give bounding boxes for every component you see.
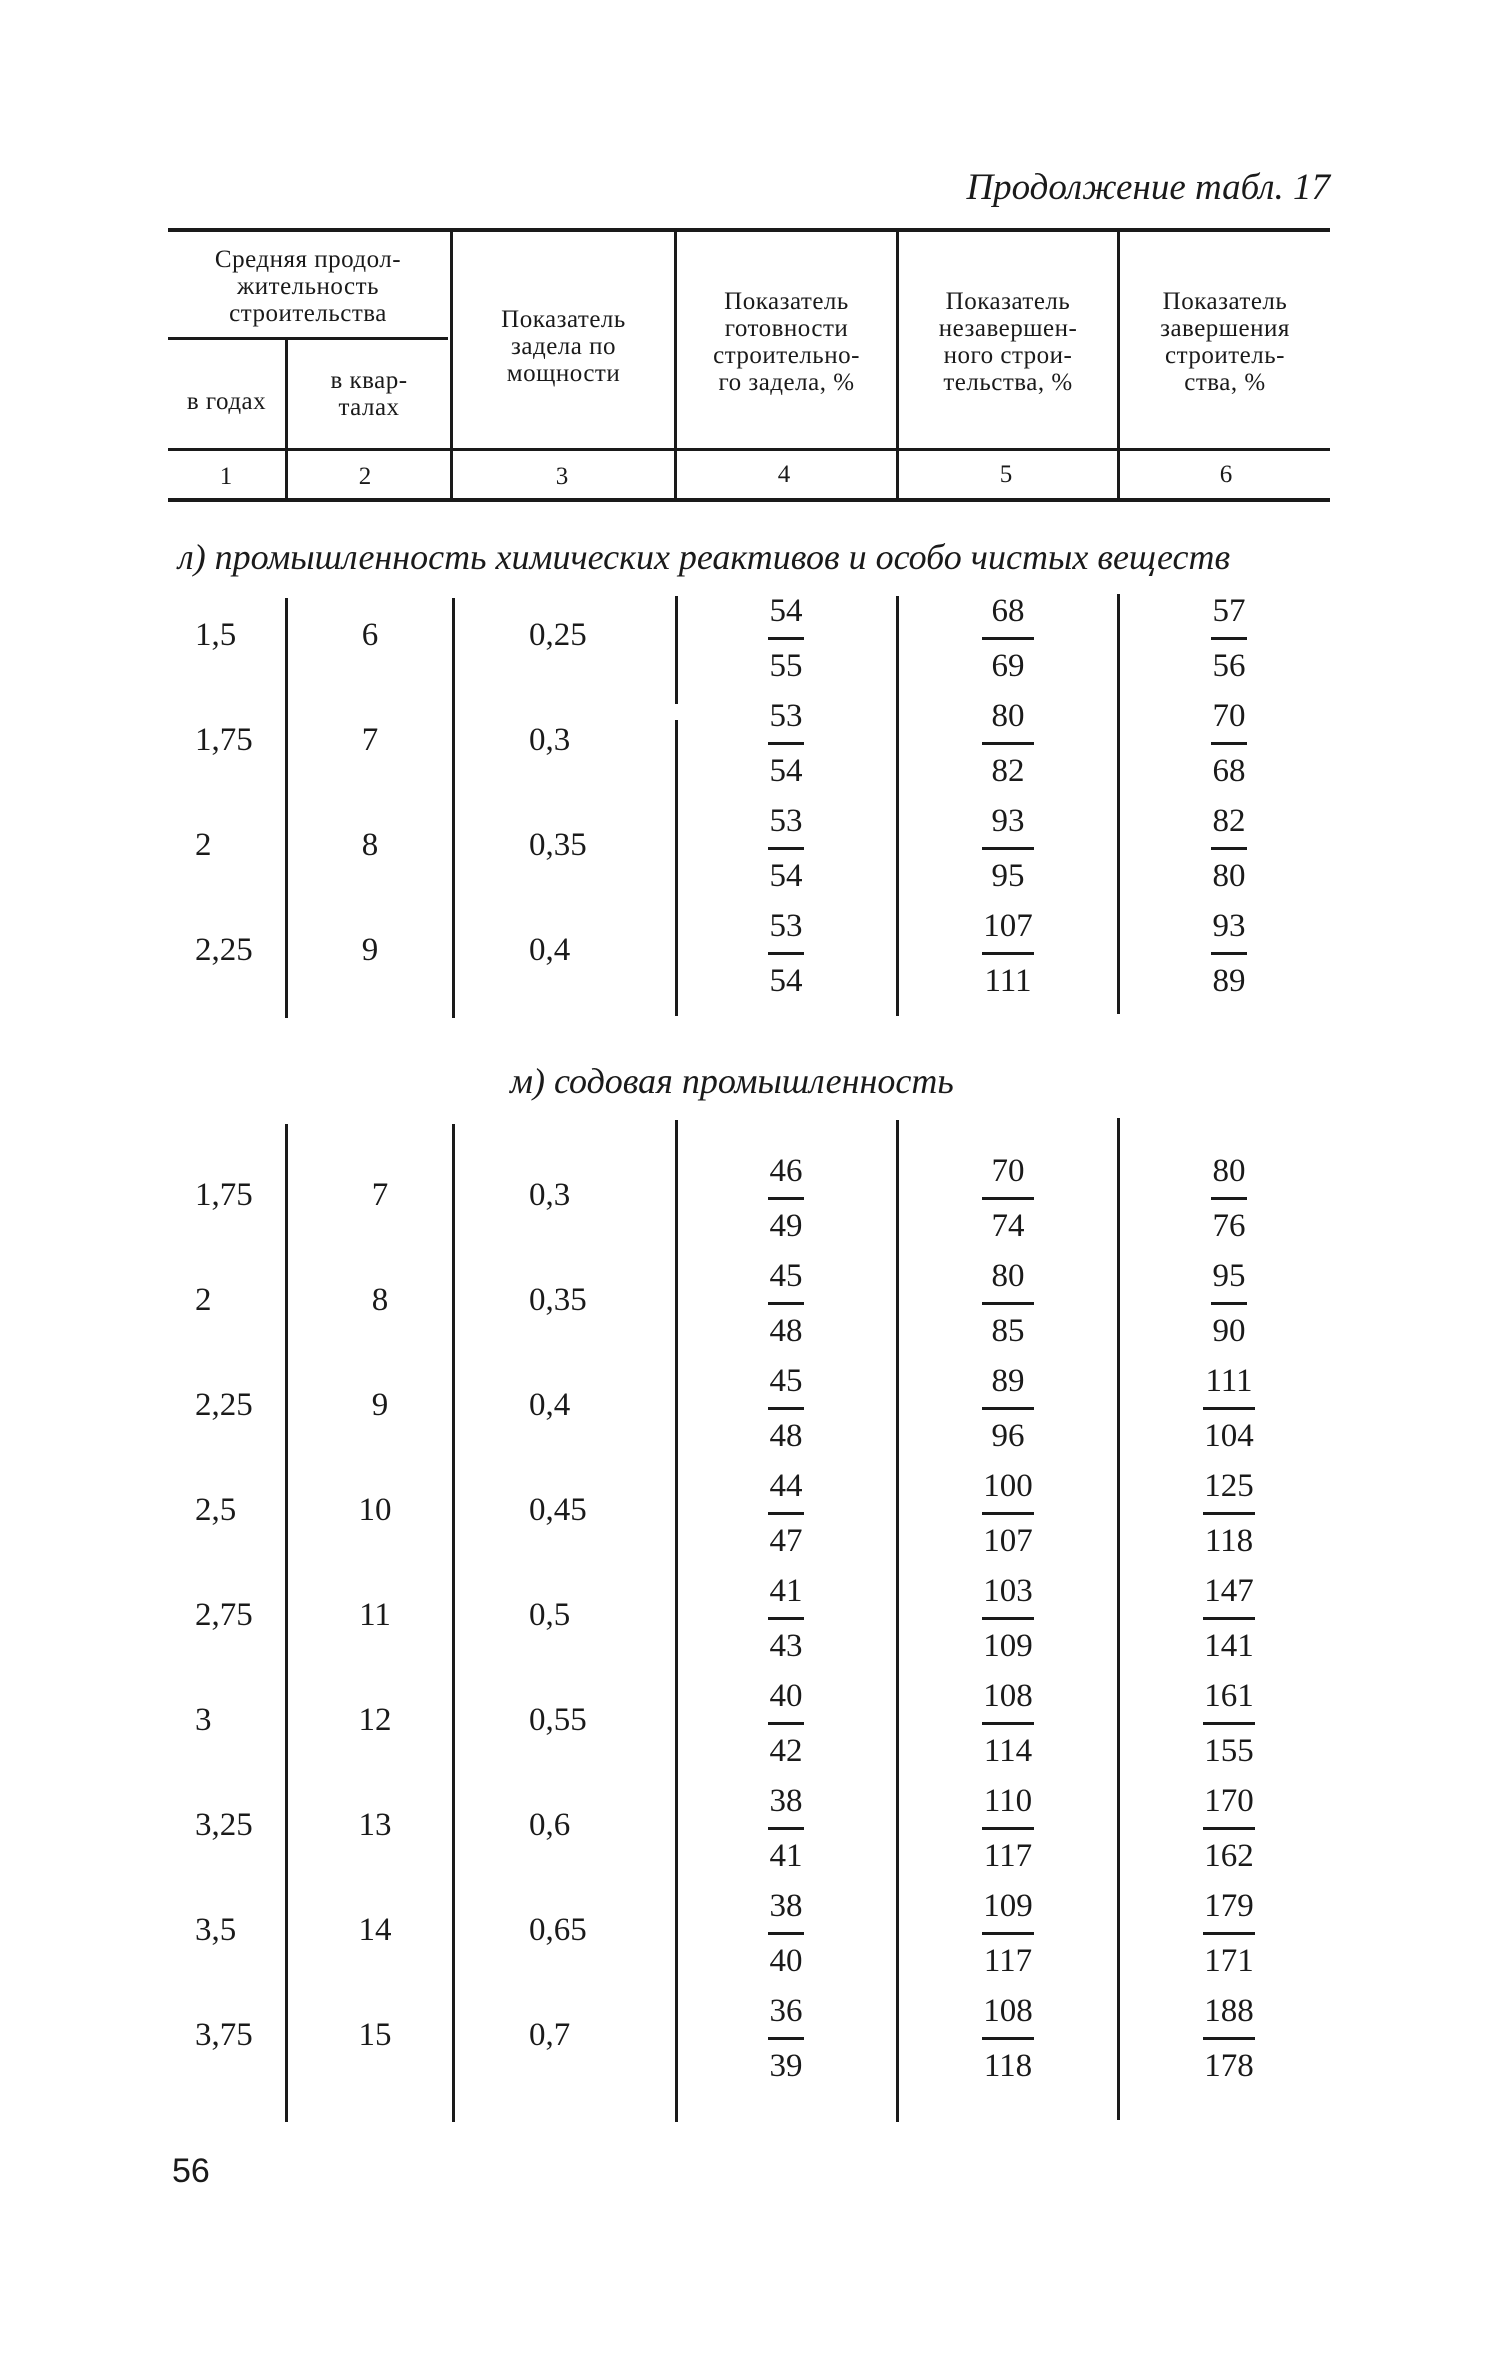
duration-group-rule bbox=[168, 337, 448, 340]
fraction-bar bbox=[1211, 952, 1247, 955]
capacity-backlog-cell: 0,4 bbox=[529, 1387, 571, 1423]
capacity-backlog-cell: 0,55 bbox=[529, 1702, 587, 1738]
fraction-bar bbox=[768, 1932, 804, 1935]
fraction-numerator: 125 bbox=[1204, 1468, 1254, 1504]
unfinished-construction-fraction bbox=[953, 692, 1063, 795]
fraction-denominator: 111 bbox=[984, 963, 1032, 999]
completion-fraction bbox=[1174, 1357, 1284, 1460]
fraction-denominator: 39 bbox=[769, 2048, 803, 2084]
fraction-numerator: 53 bbox=[769, 698, 803, 734]
unfinished-construction-fraction bbox=[953, 797, 1063, 900]
duration-quarters-cell: 14 bbox=[358, 1912, 392, 1948]
duration-quarters-cell: 10 bbox=[358, 1492, 392, 1528]
fraction-denominator: 54 bbox=[769, 753, 803, 789]
fraction-numerator: 109 bbox=[983, 1888, 1033, 1924]
fraction-numerator: 57 bbox=[1212, 593, 1246, 629]
body-divider-col3-s2 bbox=[675, 1120, 678, 2122]
fraction-bar bbox=[768, 1512, 804, 1515]
fraction-numerator: 36 bbox=[769, 1993, 803, 2029]
column-number-3: 3 bbox=[555, 463, 569, 490]
capacity-backlog-cell: 0,7 bbox=[529, 2017, 571, 2053]
capacity-backlog-cell: 0,3 bbox=[529, 722, 571, 758]
fraction-numerator: 38 bbox=[769, 1783, 803, 1819]
fraction-bar bbox=[982, 1722, 1034, 1725]
body-divider-col3-s1 bbox=[675, 596, 678, 704]
readiness-fraction bbox=[731, 1777, 841, 1880]
fraction-bar bbox=[1203, 1722, 1255, 1725]
column-number-4: 4 bbox=[777, 461, 791, 488]
fraction-bar bbox=[768, 1827, 804, 1830]
completion-fraction bbox=[1174, 902, 1284, 1005]
fraction-denominator: 68 bbox=[1212, 753, 1246, 789]
fraction-bar bbox=[982, 1617, 1034, 1620]
fraction-bar bbox=[982, 2037, 1034, 2040]
fraction-denominator: 118 bbox=[983, 2048, 1033, 2084]
unfinished-construction-fraction bbox=[953, 1882, 1063, 1985]
fraction-numerator: 179 bbox=[1204, 1888, 1254, 1924]
capacity-backlog-cell: 0,3 bbox=[529, 1177, 571, 1213]
fraction-bar bbox=[1211, 847, 1247, 850]
capacity-backlog-cell: 0,5 bbox=[529, 1597, 571, 1633]
fraction-denominator: 118 bbox=[1204, 1523, 1254, 1559]
fraction-denominator: 47 bbox=[769, 1523, 803, 1559]
completion-fraction bbox=[1174, 1147, 1284, 1250]
fraction-denominator: 90 bbox=[1212, 1313, 1246, 1349]
header-col4: Показатель готовности строительно- го задела, % bbox=[713, 288, 860, 396]
fraction-denominator: 80 bbox=[1212, 858, 1246, 894]
fraction-numerator: 70 bbox=[1212, 698, 1246, 734]
fraction-bar bbox=[1203, 1512, 1255, 1515]
fraction-bar bbox=[1203, 1932, 1255, 1935]
fraction-denominator: 41 bbox=[769, 1838, 803, 1874]
unfinished-construction-fraction bbox=[953, 1777, 1063, 1880]
readiness-fraction bbox=[731, 1987, 841, 2090]
readiness-fraction bbox=[731, 797, 841, 900]
fraction-numerator: 80 bbox=[991, 698, 1025, 734]
capacity-backlog-cell: 0,45 bbox=[529, 1492, 587, 1528]
fraction-bar bbox=[768, 1302, 804, 1305]
unfinished-construction-fraction bbox=[953, 902, 1063, 1005]
fraction-denominator: 54 bbox=[769, 963, 803, 999]
completion-fraction bbox=[1174, 1882, 1284, 1985]
body-divider-col5-s2 bbox=[1117, 1118, 1120, 2120]
fraction-bar bbox=[982, 1407, 1034, 1410]
fraction-denominator: 48 bbox=[769, 1418, 803, 1454]
duration-quarters-cell: 13 bbox=[358, 1807, 392, 1843]
fraction-denominator: 162 bbox=[1204, 1838, 1254, 1874]
fraction-numerator: 103 bbox=[983, 1573, 1033, 1609]
fraction-denominator: 55 bbox=[769, 648, 803, 684]
fraction-numerator: 80 bbox=[991, 1258, 1025, 1294]
readiness-fraction bbox=[731, 1882, 841, 1985]
duration-years-cell: 1,75 bbox=[195, 1177, 253, 1213]
duration-years-cell: 1,75 bbox=[195, 722, 253, 758]
readiness-fraction bbox=[731, 1567, 841, 1670]
fraction-denominator: 141 bbox=[1204, 1628, 1254, 1664]
header-bottom-rule bbox=[168, 448, 1330, 451]
fraction-denominator: 76 bbox=[1212, 1208, 1246, 1244]
readiness-fraction bbox=[731, 1672, 841, 1775]
fraction-bar bbox=[1211, 1197, 1247, 1200]
fraction-numerator: 40 bbox=[769, 1678, 803, 1714]
body-divider-years-s1 bbox=[285, 598, 288, 1018]
fraction-numerator: 89 bbox=[991, 1363, 1025, 1399]
fraction-numerator: 82 bbox=[1212, 803, 1246, 839]
fraction-bar bbox=[1203, 1827, 1255, 1830]
duration-quarters-cell: 12 bbox=[358, 1702, 392, 1738]
fraction-numerator: 93 bbox=[991, 803, 1025, 839]
duration-quarters-cell: 7 bbox=[361, 722, 379, 758]
readiness-fraction bbox=[731, 1147, 841, 1250]
fraction-denominator: 42 bbox=[769, 1733, 803, 1769]
unfinished-construction-fraction bbox=[953, 1462, 1063, 1565]
header-col5: Показатель незавершен- ного строи- тельства, % bbox=[938, 288, 1078, 396]
column-number-5: 5 bbox=[999, 461, 1013, 488]
readiness-fraction bbox=[731, 692, 841, 795]
fraction-bar bbox=[768, 742, 804, 745]
fraction-numerator: 100 bbox=[983, 1468, 1033, 1504]
fraction-denominator: 40 bbox=[769, 1943, 803, 1979]
fraction-bar bbox=[982, 1302, 1034, 1305]
completion-fraction bbox=[1174, 797, 1284, 900]
completion-fraction bbox=[1174, 587, 1284, 690]
header-quarters: в квар- талах bbox=[330, 367, 408, 421]
fraction-numerator: 110 bbox=[983, 1783, 1033, 1819]
fraction-denominator: 109 bbox=[983, 1628, 1033, 1664]
header-years: в годах bbox=[186, 388, 267, 415]
fraction-numerator: 147 bbox=[1204, 1573, 1254, 1609]
fraction-bar bbox=[1203, 2037, 1255, 2040]
fraction-bar bbox=[768, 1722, 804, 1725]
fraction-denominator: 56 bbox=[1212, 648, 1246, 684]
fraction-numerator: 53 bbox=[769, 803, 803, 839]
duration-years-cell: 2,25 bbox=[195, 932, 253, 968]
header-col6: Показатель завершения строитель- ства, % bbox=[1160, 288, 1290, 396]
fraction-bar bbox=[768, 1407, 804, 1410]
completion-fraction bbox=[1174, 1252, 1284, 1355]
unfinished-construction-fraction bbox=[953, 587, 1063, 690]
fraction-denominator: 104 bbox=[1204, 1418, 1254, 1454]
duration-quarters-cell: 15 bbox=[358, 2017, 392, 2053]
completion-fraction bbox=[1174, 1567, 1284, 1670]
fraction-numerator: 45 bbox=[769, 1258, 803, 1294]
duration-quarters-cell: 11 bbox=[359, 1597, 391, 1633]
capacity-backlog-cell: 0,4 bbox=[529, 932, 571, 968]
fraction-bar bbox=[768, 637, 804, 640]
fraction-denominator: 178 bbox=[1204, 2048, 1254, 2084]
fraction-numerator: 45 bbox=[769, 1363, 803, 1399]
fraction-bar bbox=[982, 1197, 1034, 1200]
fraction-bar bbox=[982, 952, 1034, 955]
column-number-1: 1 bbox=[219, 463, 233, 490]
page-number: 56 bbox=[172, 2152, 210, 2190]
capacity-backlog-cell: 0,6 bbox=[529, 1807, 571, 1843]
fraction-denominator: 74 bbox=[991, 1208, 1025, 1244]
completion-fraction bbox=[1174, 692, 1284, 795]
fraction-bar bbox=[1211, 742, 1247, 745]
fraction-numerator: 111 bbox=[1205, 1363, 1253, 1399]
body-divider-years-s2 bbox=[285, 1124, 288, 2122]
duration-quarters-cell: 7 bbox=[371, 1177, 389, 1213]
duration-years-cell: 2,5 bbox=[195, 1492, 237, 1528]
fraction-denominator: 49 bbox=[769, 1208, 803, 1244]
duration-quarters-cell: 8 bbox=[361, 827, 379, 863]
duration-years-cell: 2,75 bbox=[195, 1597, 253, 1633]
fraction-numerator: 53 bbox=[769, 908, 803, 944]
fraction-denominator: 155 bbox=[1204, 1733, 1254, 1769]
capacity-backlog-cell: 0,65 bbox=[529, 1912, 587, 1948]
fraction-denominator: 107 bbox=[983, 1523, 1033, 1559]
body-divider-quarters-s1 bbox=[452, 598, 455, 1018]
fraction-denominator: 69 bbox=[991, 648, 1025, 684]
body-divider-col5-s1 bbox=[1117, 594, 1120, 1014]
column-number-2: 2 bbox=[358, 463, 372, 490]
unfinished-construction-fraction bbox=[953, 1987, 1063, 2090]
duration-quarters-cell: 9 bbox=[371, 1387, 389, 1423]
fraction-numerator: 44 bbox=[769, 1468, 803, 1504]
fraction-numerator: 107 bbox=[983, 908, 1033, 944]
duration-years-cell: 3,5 bbox=[195, 1912, 237, 1948]
duration-years-cell: 3 bbox=[195, 1702, 212, 1738]
fraction-numerator: 108 bbox=[983, 1993, 1033, 2029]
fraction-denominator: 89 bbox=[1212, 963, 1246, 999]
header-duration-group: Средняя продол- жительность строительства bbox=[214, 246, 402, 327]
fraction-denominator: 114 bbox=[983, 1733, 1033, 1769]
completion-fraction bbox=[1174, 1987, 1284, 2090]
duration-quarters-cell: 6 bbox=[361, 617, 379, 653]
fraction-bar bbox=[768, 2037, 804, 2040]
readiness-fraction bbox=[731, 902, 841, 1005]
header-top-rule bbox=[168, 228, 1330, 232]
fraction-bar bbox=[1203, 1407, 1255, 1410]
fraction-numerator: 108 bbox=[983, 1678, 1033, 1714]
fraction-numerator: 38 bbox=[769, 1888, 803, 1924]
unfinished-construction-fraction bbox=[953, 1357, 1063, 1460]
fraction-bar bbox=[768, 1197, 804, 1200]
fraction-bar bbox=[982, 637, 1034, 640]
completion-fraction bbox=[1174, 1462, 1284, 1565]
readiness-fraction bbox=[731, 587, 841, 690]
duration-quarters-cell: 9 bbox=[361, 932, 379, 968]
unfinished-construction-fraction bbox=[953, 1252, 1063, 1355]
fraction-numerator: 161 bbox=[1204, 1678, 1254, 1714]
fraction-numerator: 70 bbox=[991, 1153, 1025, 1189]
duration-years-cell: 1,5 bbox=[195, 617, 237, 653]
completion-fraction bbox=[1174, 1672, 1284, 1775]
body-divider-col4-s1 bbox=[896, 596, 899, 1016]
duration-years-cell: 3,25 bbox=[195, 1807, 253, 1843]
fraction-numerator: 46 bbox=[769, 1153, 803, 1189]
unfinished-construction-fraction bbox=[953, 1672, 1063, 1775]
column-number-6: 6 bbox=[1219, 461, 1233, 488]
fraction-denominator: 82 bbox=[991, 753, 1025, 789]
fraction-bar bbox=[768, 952, 804, 955]
fraction-denominator: 117 bbox=[983, 1943, 1033, 1979]
fraction-denominator: 48 bbox=[769, 1313, 803, 1349]
fraction-bar bbox=[982, 742, 1034, 745]
body-divider-col3b-s1 bbox=[675, 720, 678, 1016]
duration-years-cell: 2 bbox=[195, 1282, 212, 1318]
fraction-numerator: 93 bbox=[1212, 908, 1246, 944]
fraction-numerator: 170 bbox=[1204, 1783, 1254, 1819]
fraction-denominator: 85 bbox=[991, 1313, 1025, 1349]
fraction-numerator: 54 bbox=[769, 593, 803, 629]
fraction-denominator: 95 bbox=[991, 858, 1025, 894]
fraction-denominator: 54 bbox=[769, 858, 803, 894]
duration-quarters-cell: 8 bbox=[371, 1282, 389, 1318]
fraction-numerator: 188 bbox=[1204, 1993, 1254, 2029]
duration-years-cell: 2 bbox=[195, 827, 212, 863]
fraction-denominator: 43 bbox=[769, 1628, 803, 1664]
duration-years-cell: 2,25 bbox=[195, 1387, 253, 1423]
fraction-bar bbox=[982, 1827, 1034, 1830]
fraction-denominator: 117 bbox=[983, 1838, 1033, 1874]
fraction-bar bbox=[982, 847, 1034, 850]
column-numbers-rule bbox=[168, 498, 1330, 502]
unfinished-construction-fraction bbox=[953, 1147, 1063, 1250]
header-col3: Показатель задела по мощности bbox=[501, 306, 626, 387]
fraction-bar bbox=[1203, 1617, 1255, 1620]
fraction-bar bbox=[982, 1932, 1034, 1935]
fraction-bar bbox=[768, 1617, 804, 1620]
body-divider-col4-s2 bbox=[896, 1120, 899, 2122]
fraction-numerator: 95 bbox=[1212, 1258, 1246, 1294]
fraction-denominator: 171 bbox=[1204, 1943, 1254, 1979]
fraction-bar bbox=[982, 1512, 1034, 1515]
readiness-fraction bbox=[731, 1357, 841, 1460]
unfinished-construction-fraction bbox=[953, 1567, 1063, 1670]
readiness-fraction bbox=[731, 1252, 841, 1355]
table-continuation-caption: Продолжение табл. 17 bbox=[966, 167, 1330, 208]
section-title-chemical-reagents: л) промышленность химических реактивов и особо чистых веществ bbox=[178, 537, 1231, 577]
fraction-bar bbox=[1211, 637, 1247, 640]
fraction-numerator: 80 bbox=[1212, 1153, 1246, 1189]
section-title-soda-industry: м) содовая промышленность bbox=[510, 1061, 954, 1101]
readiness-fraction bbox=[731, 1462, 841, 1565]
fraction-bar bbox=[768, 847, 804, 850]
capacity-backlog-cell: 0,35 bbox=[529, 827, 587, 863]
fraction-bar bbox=[1211, 1302, 1247, 1305]
fraction-denominator: 96 bbox=[991, 1418, 1025, 1454]
capacity-backlog-cell: 0,25 bbox=[529, 617, 587, 653]
completion-fraction bbox=[1174, 1777, 1284, 1880]
duration-years-cell: 3,75 bbox=[195, 2017, 253, 2053]
fraction-numerator: 68 bbox=[991, 593, 1025, 629]
capacity-backlog-cell: 0,35 bbox=[529, 1282, 587, 1318]
fraction-numerator: 41 bbox=[769, 1573, 803, 1609]
body-divider-quarters-s2 bbox=[452, 1124, 455, 2122]
